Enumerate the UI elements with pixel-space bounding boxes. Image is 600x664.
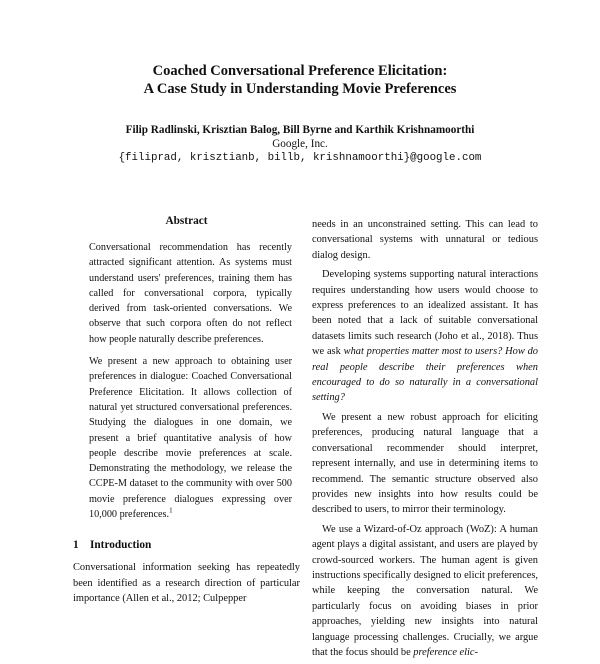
- abstract-paragraph-2-text: We present a new approach to obtaining user preferences in dialogue: Coached Conversational Preference Elicitation. It allows collection of natural yet structured conversational preferences. Studying the dialogues in one domain, we present a brief quantitative analysis of how people describe movie preferences at scale. Demonstrating the methodology, we release the CCPE-M dataset to the community with over 500 movie preference dialogues expressing over 10,000 preferences.: [89, 356, 292, 521]
- affiliation: Google, Inc.: [272, 138, 328, 150]
- footnote-marker: 1: [169, 506, 173, 515]
- abstract-paragraph-2: [73, 354, 300, 522]
- title-line-2: A Case Study in Understanding Movie Preferences: [143, 81, 457, 97]
- right-paragraph-2-text: Developing systems supporting natural interactions requires understanding how users would choose to express preferences to an idealized assistant. It has been noted that a lack of suitable conversational datasets limits such research (Joho et al., 2018). Thus we ask: [312, 269, 538, 358]
- right-paragraph-2: [312, 267, 538, 406]
- right-paragraph-3: We present a new robust approach for eliciting preferences, producing natural language that a conversational recommender should interpret, represent internally, and use in determining items to recommend. The semantic structure observed also provides new insights into how results could be described to users, to mirror their terminology.: [312, 411, 538, 516]
- left-column: [73, 214, 300, 607]
- author-list: Filip Radlinski, Krisztian Balog, Bill Byrne and Karthik Krishnamoorthi: [125, 124, 475, 136]
- abstract-heading: Abstract: [165, 215, 208, 227]
- section-title: Introduction: [90, 539, 152, 552]
- abstract-paragraph-1: Conversational recommendation has recently attracted significant attention. As systems must understand users' preferences, training them has called for conversational corpora, typically derived from task-oriented conversations. We observe that such corpora often do not reflect how people naturally describe preferences.: [89, 242, 292, 345]
- author-emails: {filiprad, krisztianb, billb, krishnamoorthi}@google.com: [118, 152, 482, 164]
- right-column: [312, 217, 538, 664]
- title-line-1: Coached Conversational Preference Elicitation:: [152, 63, 448, 79]
- right-paragraph-4-emphasis: preference elic-: [413, 646, 479, 658]
- right-paragraph-4: [312, 522, 538, 661]
- right-paragraph-1: needs in an unconstrained setting. This can lead to conversational systems with unnatural or tedious dialog design.: [312, 219, 538, 261]
- paper-title: [0, 62, 600, 98]
- intro-paragraph-1: Conversational information seeking has repeatedly been identified as a research direction of particular importance (Allen et al., 2012; Culpepper: [73, 562, 300, 605]
- right-paragraph-4-text: We use a Wizard-of-Oz approach (WoZ): A human agent plays a digital assistant, and users are played by crowd-sourced workers. The human agent is given instructions specifically designed to elicit preferences, while keeping the conversation natural. We particularly focus on avoiding biases in prior approaches, yielding new insights into natural language processing challenges. Crucially, we argue that the focus should be: [312, 523, 538, 658]
- research-question: what properties matter most to users? How do real people describe their preferences when encouraged to do so naturally in a conversational setting?: [312, 346, 538, 404]
- section-number: 1: [73, 539, 79, 552]
- section-heading-introduction: [73, 538, 300, 552]
